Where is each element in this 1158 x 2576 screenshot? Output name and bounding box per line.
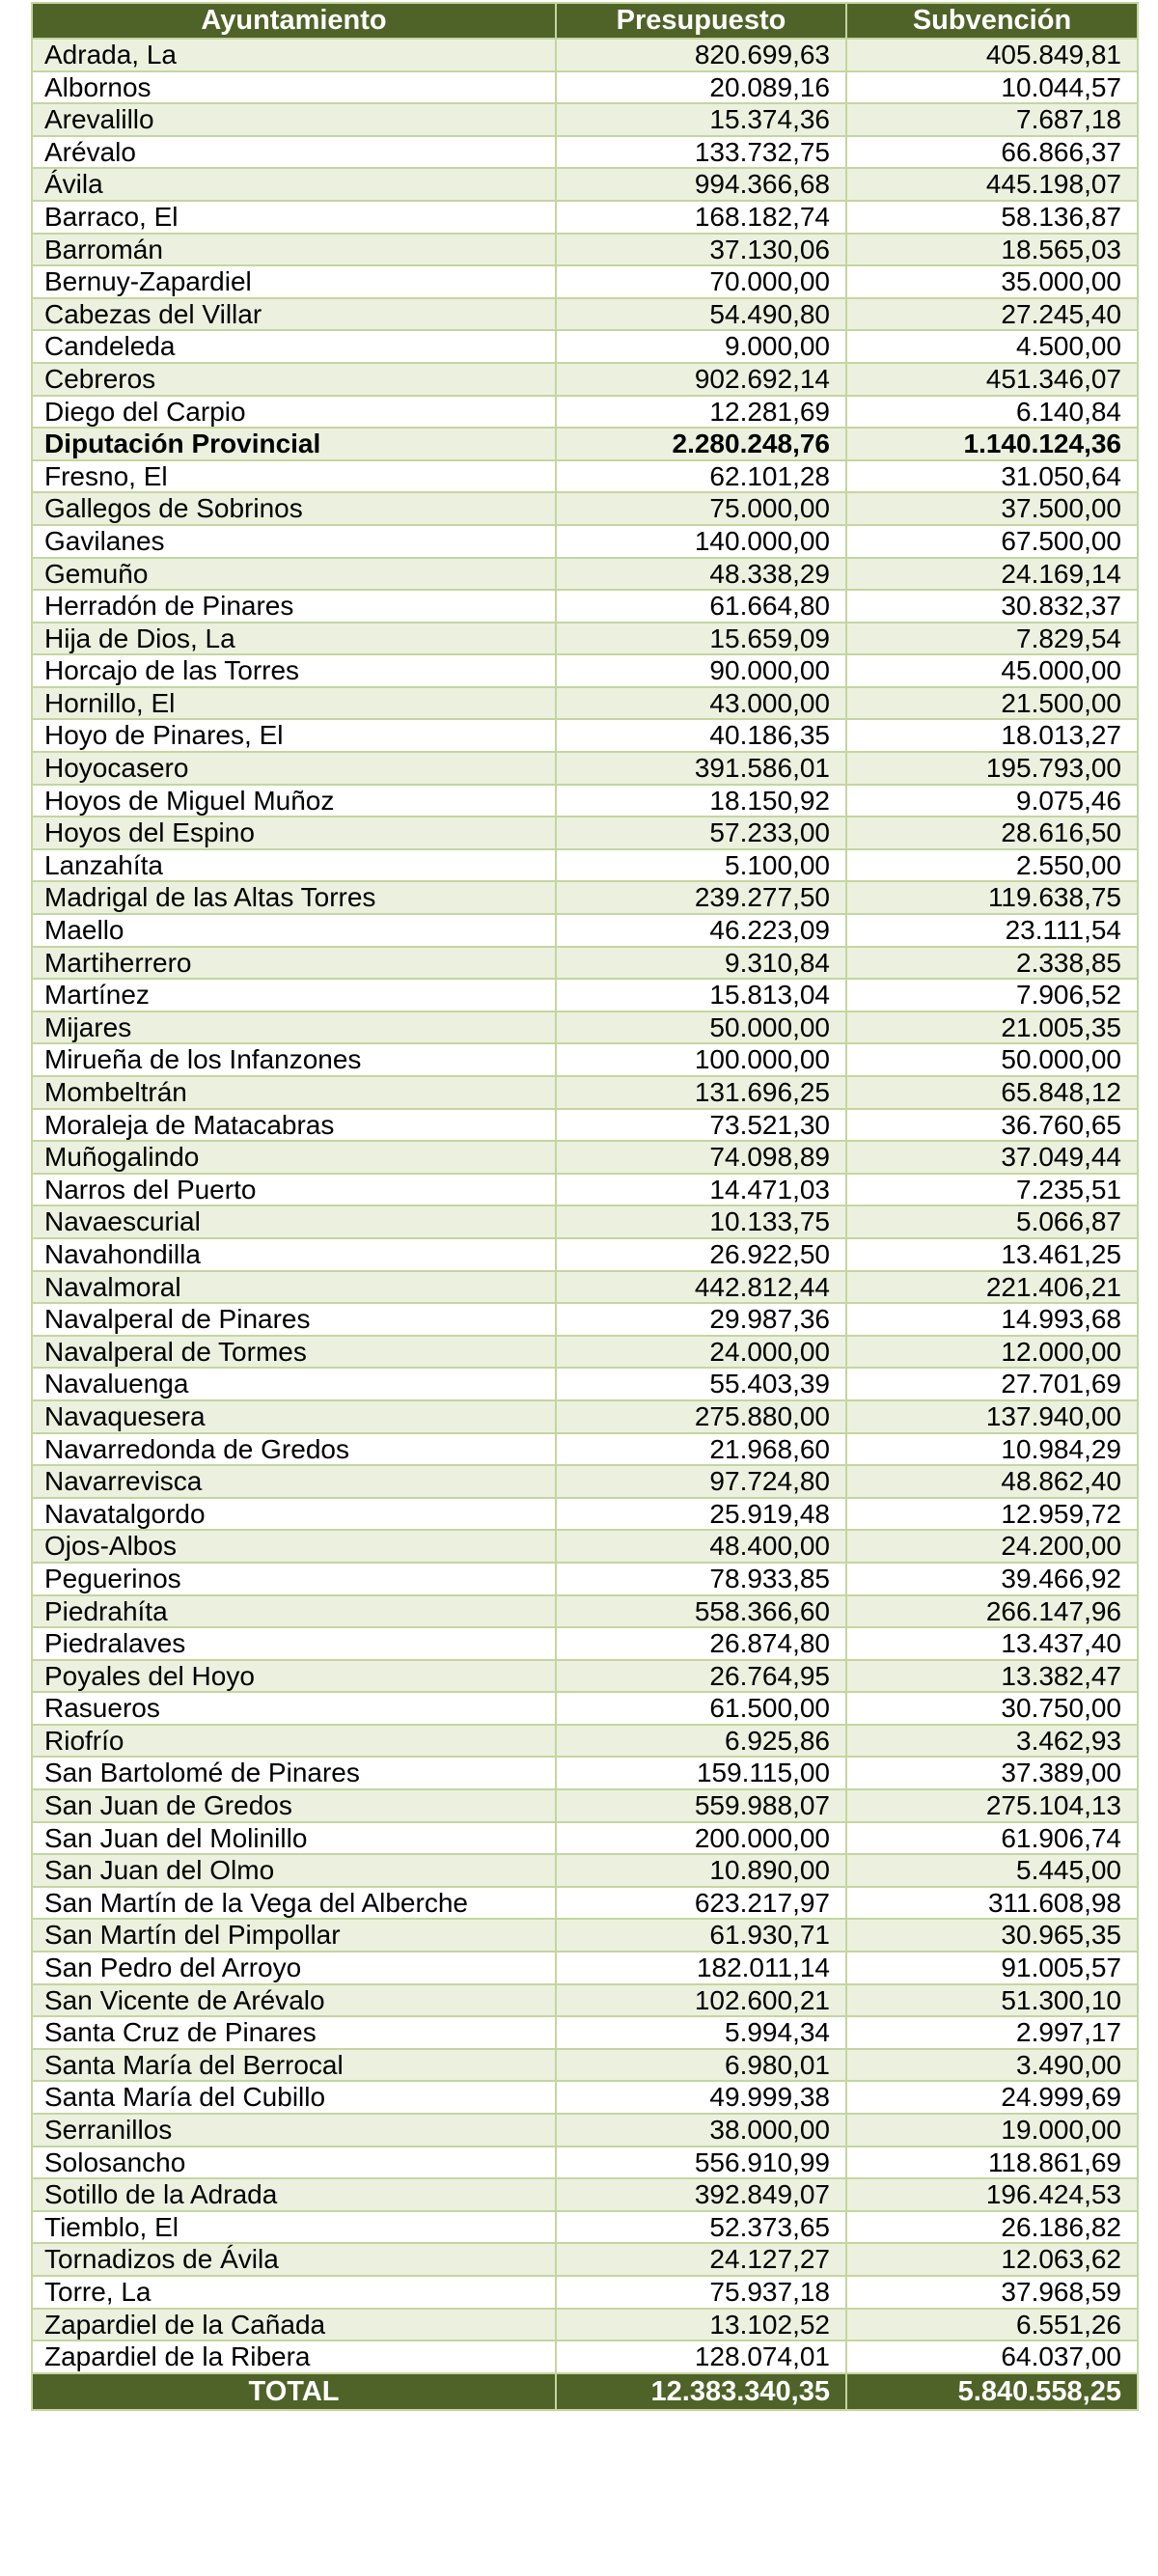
cell-grant: 21.005,35 — [846, 1011, 1138, 1044]
cell-grant: 66.866,37 — [846, 136, 1138, 169]
table-row — [32, 719, 1138, 752]
cell-municipality: Madrigal de las Altas Torres — [32, 881, 556, 914]
cell-budget: 15.659,09 — [556, 623, 846, 655]
cell-municipality: Navaluenga — [32, 1368, 556, 1400]
cell-budget: 200.000,00 — [556, 1822, 846, 1855]
cell-grant: 10.984,29 — [846, 1433, 1138, 1466]
table-row — [32, 1757, 1138, 1789]
table-row — [32, 103, 1138, 136]
cell-budget: 14.471,03 — [556, 1174, 846, 1206]
cell-grant: 19.000,00 — [846, 2114, 1138, 2147]
cell-grant: 12.063,62 — [846, 2243, 1138, 2276]
cell-budget: 75.000,00 — [556, 492, 846, 525]
cell-municipality: Maello — [32, 914, 556, 947]
table-row — [32, 1789, 1138, 1822]
cell-budget: 9.000,00 — [556, 330, 846, 363]
total-row — [32, 2373, 1138, 2410]
cell-municipality: Cabezas del Villar — [32, 298, 556, 331]
table-row — [32, 1952, 1138, 1984]
cell-budget: 18.150,92 — [556, 785, 846, 817]
cell-municipality: Tornadizos de Ávila — [32, 2243, 556, 2276]
cell-budget: 15.813,04 — [556, 979, 846, 1011]
cell-municipality: Ojos-Albos — [32, 1530, 556, 1563]
table-row — [32, 1043, 1138, 1076]
cell-municipality: Riofrío — [32, 1725, 556, 1758]
cell-municipality: San Juan de Gredos — [32, 1789, 556, 1822]
table-row — [32, 2016, 1138, 2049]
cell-budget: 391.586,01 — [556, 752, 846, 785]
cell-grant: 24.999,69 — [846, 2081, 1138, 2114]
cell-grant: 24.200,00 — [846, 1530, 1138, 1563]
cell-municipality: San Pedro del Arroyo — [32, 1952, 556, 1984]
table-row — [32, 39, 1138, 71]
cell-grant: 445.198,07 — [846, 168, 1138, 201]
table-row — [32, 914, 1138, 947]
table-row — [32, 1238, 1138, 1271]
cell-budget: 556.910,99 — [556, 2147, 846, 2179]
cell-budget: 62.101,28 — [556, 460, 846, 493]
cell-budget: 275.880,00 — [556, 1400, 846, 1433]
cell-budget: 90.000,00 — [556, 654, 846, 687]
cell-grant: 65.848,12 — [846, 1076, 1138, 1109]
table-row — [32, 979, 1138, 1011]
cell-budget: 10.890,00 — [556, 1854, 846, 1887]
cell-grant: 405.849,81 — [846, 39, 1138, 71]
table-row — [32, 1822, 1138, 1855]
cell-budget: 2.280.248,76 — [556, 428, 846, 460]
cell-budget: 29.987,36 — [556, 1303, 846, 1336]
cell-municipality: Navaquesera — [32, 1400, 556, 1433]
cell-budget: 78.933,85 — [556, 1563, 846, 1595]
cell-municipality: Santa María del Berrocal — [32, 2049, 556, 2082]
table-row — [32, 136, 1138, 169]
cell-grant: 30.750,00 — [846, 1692, 1138, 1725]
table-row — [32, 654, 1138, 687]
table-row — [32, 492, 1138, 525]
cell-grant: 7.829,54 — [846, 623, 1138, 655]
cell-grant: 4.500,00 — [846, 330, 1138, 363]
cell-budget: 73.521,30 — [556, 1109, 846, 1142]
cell-municipality: Rasueros — [32, 1692, 556, 1725]
cell-grant: 51.300,10 — [846, 1984, 1138, 2017]
cell-grant: 48.862,40 — [846, 1465, 1138, 1498]
cell-budget: 559.988,07 — [556, 1789, 846, 1822]
cell-grant: 9.075,46 — [846, 785, 1138, 817]
cell-grant: 3.462,93 — [846, 1725, 1138, 1758]
cell-municipality: Diego del Carpio — [32, 396, 556, 429]
cell-grant: 12.959,72 — [846, 1498, 1138, 1531]
cell-budget: 55.403,39 — [556, 1368, 846, 1400]
cell-budget: 74.098,89 — [556, 1141, 846, 1174]
cell-grant: 36.760,65 — [846, 1109, 1138, 1142]
cell-grant: 13.382,47 — [846, 1660, 1138, 1693]
cell-grant: 12.000,00 — [846, 1336, 1138, 1369]
cell-municipality: Bernuy-Zapardiel — [32, 265, 556, 298]
cell-grant: 7.235,51 — [846, 1174, 1138, 1206]
table-row — [32, 1692, 1138, 1725]
cell-municipality: Poyales del Hoyo — [32, 1660, 556, 1693]
table-row — [32, 234, 1138, 266]
cell-grant: 28.616,50 — [846, 817, 1138, 849]
cell-grant: 119.638,75 — [846, 881, 1138, 914]
cell-grant: 39.466,92 — [846, 1563, 1138, 1595]
cell-budget: 168.182,74 — [556, 201, 846, 234]
cell-municipality: Hoyos de Miguel Muñoz — [32, 785, 556, 817]
cell-budget: 15.374,36 — [556, 103, 846, 136]
table-body — [32, 39, 1138, 2373]
cell-municipality: Hoyos del Espino — [32, 817, 556, 849]
cell-grant: 31.050,64 — [846, 460, 1138, 493]
table-row — [32, 752, 1138, 785]
cell-municipality: Martiherrero — [32, 947, 556, 980]
cell-budget: 54.490,80 — [556, 298, 846, 331]
cell-budget: 159.115,00 — [556, 1757, 846, 1789]
table-row — [32, 1303, 1138, 1336]
cell-budget: 13.102,52 — [556, 2309, 846, 2341]
cell-municipality: Navaescurial — [32, 1205, 556, 1238]
cell-budget: 5.994,34 — [556, 2016, 846, 2049]
table-row — [32, 881, 1138, 914]
cell-budget: 10.133,75 — [556, 1205, 846, 1238]
cell-grant: 221.406,21 — [846, 1271, 1138, 1304]
cell-grant: 67.500,00 — [846, 525, 1138, 558]
table-row — [32, 525, 1138, 558]
cell-grant: 6.551,26 — [846, 2309, 1138, 2341]
cell-grant: 5.445,00 — [846, 1854, 1138, 1887]
cell-grant: 37.049,44 — [846, 1141, 1138, 1174]
cell-grant: 13.437,40 — [846, 1627, 1138, 1660]
cell-budget: 57.233,00 — [556, 817, 846, 849]
cell-municipality: Fresno, El — [32, 460, 556, 493]
cell-grant: 137.940,00 — [846, 1400, 1138, 1433]
cell-grant: 37.968,59 — [846, 2276, 1138, 2309]
table-row — [32, 1563, 1138, 1595]
cell-grant: 26.186,82 — [846, 2211, 1138, 2244]
cell-municipality: San Martín de la Vega del Alberche — [32, 1887, 556, 1920]
cell-municipality: Ávila — [32, 168, 556, 201]
table-row — [32, 1336, 1138, 1369]
table-row — [32, 2309, 1138, 2341]
table-row — [32, 71, 1138, 104]
cell-municipality: Navalperal de Pinares — [32, 1303, 556, 1336]
table-row — [32, 2081, 1138, 2114]
cell-budget: 52.373,65 — [556, 2211, 846, 2244]
table-row — [32, 1011, 1138, 1044]
cell-budget: 623.217,97 — [556, 1887, 846, 1920]
table-row — [32, 1725, 1138, 1758]
cell-grant: 30.832,37 — [846, 590, 1138, 623]
cell-municipality: Mombeltrán — [32, 1076, 556, 1109]
cell-municipality: Navatalgordo — [32, 1498, 556, 1531]
table-row — [32, 1076, 1138, 1109]
cell-budget: 24.000,00 — [556, 1336, 846, 1369]
cell-budget: 239.277,50 — [556, 881, 846, 914]
cell-budget: 97.724,80 — [556, 1465, 846, 1498]
table-row — [32, 2276, 1138, 2309]
cell-budget: 26.764,95 — [556, 1660, 846, 1693]
cell-budget: 40.186,35 — [556, 719, 846, 752]
cell-grant: 23.111,54 — [846, 914, 1138, 947]
cell-municipality: Santa Cruz de Pinares — [32, 2016, 556, 2049]
cell-grant: 266.147,96 — [846, 1595, 1138, 1628]
cell-municipality: Narros del Puerto — [32, 1174, 556, 1206]
table-row — [32, 1660, 1138, 1693]
table-row — [32, 785, 1138, 817]
cell-budget: 5.100,00 — [556, 849, 846, 882]
cell-municipality: Hornillo, El — [32, 687, 556, 720]
cell-budget: 50.000,00 — [556, 1011, 846, 1044]
cell-grant: 64.037,00 — [846, 2341, 1138, 2373]
cell-municipality: Navalmoral — [32, 1271, 556, 1304]
header-municipality: Ayuntamiento — [32, 3, 556, 39]
cell-municipality: Mijares — [32, 1011, 556, 1044]
cell-budget: 12.281,69 — [556, 396, 846, 429]
header-grant: Subvención — [846, 3, 1138, 39]
cell-municipality: San Vicente de Arévalo — [32, 1984, 556, 2017]
cell-municipality: San Bartolomé de Pinares — [32, 1757, 556, 1789]
cell-grant: 21.500,00 — [846, 687, 1138, 720]
table-row — [32, 590, 1138, 623]
cell-municipality: Arevalillo — [32, 103, 556, 136]
table-row — [32, 201, 1138, 234]
cell-budget: 25.919,48 — [556, 1498, 846, 1531]
cell-budget: 61.664,80 — [556, 590, 846, 623]
cell-grant: 24.169,14 — [846, 558, 1138, 591]
cell-grant: 18.565,03 — [846, 234, 1138, 266]
cell-budget: 442.812,44 — [556, 1271, 846, 1304]
cell-municipality: Navahondilla — [32, 1238, 556, 1271]
table-row — [32, 849, 1138, 882]
table-row — [32, 265, 1138, 298]
cell-municipality: Hija de Dios, La — [32, 623, 556, 655]
table-header-row — [32, 3, 1138, 39]
table-row — [32, 2211, 1138, 2244]
cell-grant: 18.013,27 — [846, 719, 1138, 752]
table-row — [32, 1984, 1138, 2017]
cell-municipality: Herradón de Pinares — [32, 590, 556, 623]
subsidy-table — [31, 2, 1139, 2411]
cell-municipality: Lanzahíta — [32, 849, 556, 882]
cell-grant: 30.965,35 — [846, 1919, 1138, 1952]
cell-budget: 70.000,00 — [556, 265, 846, 298]
table-row — [32, 330, 1138, 363]
cell-grant: 195.793,00 — [846, 752, 1138, 785]
cell-budget: 24.127,27 — [556, 2243, 846, 2276]
cell-municipality: Zapardiel de la Cañada — [32, 2309, 556, 2341]
cell-budget: 61.500,00 — [556, 1692, 846, 1725]
cell-budget: 994.366,68 — [556, 168, 846, 201]
cell-municipality: Cebreros — [32, 363, 556, 396]
cell-municipality: Piedralaves — [32, 1627, 556, 1660]
table-row — [32, 2049, 1138, 2082]
cell-grant: 196.424,53 — [846, 2178, 1138, 2211]
cell-grant: 14.993,68 — [846, 1303, 1138, 1336]
cell-grant: 58.136,87 — [846, 201, 1138, 234]
table-row — [32, 1368, 1138, 1400]
cell-budget: 20.089,16 — [556, 71, 846, 104]
table-row — [32, 396, 1138, 429]
cell-municipality: Candeleda — [32, 330, 556, 363]
cell-municipality: Solosancho — [32, 2147, 556, 2179]
cell-grant: 2.338,85 — [846, 947, 1138, 980]
cell-grant: 275.104,13 — [846, 1789, 1138, 1822]
cell-budget: 38.000,00 — [556, 2114, 846, 2147]
cell-budget: 133.732,75 — [556, 136, 846, 169]
cell-municipality: Arévalo — [32, 136, 556, 169]
cell-municipality: Serranillos — [32, 2114, 556, 2147]
cell-municipality: Piedrahíta — [32, 1595, 556, 1628]
cell-budget: 131.696,25 — [556, 1076, 846, 1109]
cell-grant: 2.997,17 — [846, 2016, 1138, 2049]
cell-budget: 100.000,00 — [556, 1043, 846, 1076]
table-row — [32, 623, 1138, 655]
cell-municipality: San Martín del Pimpollar — [32, 1919, 556, 1952]
cell-budget: 182.011,14 — [556, 1952, 846, 1984]
cell-budget: 26.874,80 — [556, 1627, 846, 1660]
cell-grant: 6.140,84 — [846, 396, 1138, 429]
table-row — [32, 1465, 1138, 1498]
cell-budget: 140.000,00 — [556, 525, 846, 558]
table-row — [32, 1627, 1138, 1660]
cell-municipality: Horcajo de las Torres — [32, 654, 556, 687]
cell-budget: 43.000,00 — [556, 687, 846, 720]
cell-municipality: Hoyo de Pinares, El — [32, 719, 556, 752]
table-row — [32, 558, 1138, 591]
cell-municipality: Sotillo de la Adrada — [32, 2178, 556, 2211]
total-budget: 12.383.340,35 — [556, 2373, 846, 2410]
table-row — [32, 1400, 1138, 1433]
cell-grant: 50.000,00 — [846, 1043, 1138, 1076]
cell-grant: 311.608,98 — [846, 1887, 1138, 1920]
cell-grant: 2.550,00 — [846, 849, 1138, 882]
table-row — [32, 1498, 1138, 1531]
cell-municipality: Navarredonda de Gredos — [32, 1433, 556, 1466]
table-row — [32, 2243, 1138, 2276]
cell-municipality: Diputación Provincial — [32, 428, 556, 460]
cell-grant: 61.906,74 — [846, 1822, 1138, 1855]
table-row — [32, 428, 1138, 460]
cell-budget: 128.074,01 — [556, 2341, 846, 2373]
cell-budget: 820.699,63 — [556, 39, 846, 71]
cell-grant: 27.245,40 — [846, 298, 1138, 331]
cell-grant: 451.346,07 — [846, 363, 1138, 396]
cell-grant: 27.701,69 — [846, 1368, 1138, 1400]
table-row — [32, 817, 1138, 849]
cell-budget: 21.968,60 — [556, 1433, 846, 1466]
table-row — [32, 947, 1138, 980]
cell-municipality: Barraco, El — [32, 201, 556, 234]
cell-budget: 26.922,50 — [556, 1238, 846, 1271]
cell-budget: 392.849,07 — [556, 2178, 846, 2211]
table-row — [32, 1854, 1138, 1887]
cell-budget: 6.925,86 — [556, 1725, 846, 1758]
cell-grant: 7.906,52 — [846, 979, 1138, 1011]
cell-municipality: Santa María del Cubillo — [32, 2081, 556, 2114]
table-row — [32, 460, 1138, 493]
cell-municipality: Zapardiel de la Ribera — [32, 2341, 556, 2373]
table-row — [32, 1141, 1138, 1174]
table-row — [32, 1109, 1138, 1142]
table-row — [32, 2114, 1138, 2147]
table-row — [32, 168, 1138, 201]
table-row — [32, 1433, 1138, 1466]
total-label: TOTAL — [32, 2373, 556, 2410]
header-budget: Presupuesto — [556, 3, 846, 39]
table-row — [32, 687, 1138, 720]
cell-grant: 37.389,00 — [846, 1757, 1138, 1789]
cell-grant: 1.140.124,36 — [846, 428, 1138, 460]
cell-budget: 48.338,29 — [556, 558, 846, 591]
cell-municipality: Torre, La — [32, 2276, 556, 2309]
table-row — [32, 1887, 1138, 1920]
cell-budget: 48.400,00 — [556, 1530, 846, 1563]
cell-budget: 102.600,21 — [556, 1984, 846, 2017]
cell-budget: 46.223,09 — [556, 914, 846, 947]
table-row — [32, 1595, 1138, 1628]
cell-municipality: Gemuño — [32, 558, 556, 591]
cell-budget: 902.692,14 — [556, 363, 846, 396]
cell-budget: 558.366,60 — [556, 1595, 846, 1628]
cell-budget: 61.930,71 — [556, 1919, 846, 1952]
table-row — [32, 1174, 1138, 1206]
cell-municipality: Gavilanes — [32, 525, 556, 558]
cell-municipality: Mirueña de los Infanzones — [32, 1043, 556, 1076]
cell-municipality: Tiemblo, El — [32, 2211, 556, 2244]
cell-municipality: Martínez — [32, 979, 556, 1011]
cell-municipality: Gallegos de Sobrinos — [32, 492, 556, 525]
cell-budget: 9.310,84 — [556, 947, 846, 980]
cell-grant: 7.687,18 — [846, 103, 1138, 136]
total-grant: 5.840.558,25 — [846, 2373, 1138, 2410]
cell-grant: 3.490,00 — [846, 2049, 1138, 2082]
cell-grant: 10.044,57 — [846, 71, 1138, 104]
table-row — [32, 1271, 1138, 1304]
table-row — [32, 2178, 1138, 2211]
cell-municipality: Adrada, La — [32, 39, 556, 71]
cell-municipality: San Juan del Molinillo — [32, 1822, 556, 1855]
cell-grant: 5.066,87 — [846, 1205, 1138, 1238]
cell-grant: 37.500,00 — [846, 492, 1138, 525]
table-row — [32, 1919, 1138, 1952]
table-row — [32, 363, 1138, 396]
cell-grant: 45.000,00 — [846, 654, 1138, 687]
cell-grant: 91.005,57 — [846, 1952, 1138, 1984]
table-row — [32, 1205, 1138, 1238]
cell-budget: 49.999,38 — [556, 2081, 846, 2114]
cell-municipality: Albornos — [32, 71, 556, 104]
cell-municipality: Barromán — [32, 234, 556, 266]
cell-budget: 6.980,01 — [556, 2049, 846, 2082]
cell-municipality: Navarrevisca — [32, 1465, 556, 1498]
cell-municipality: San Juan del Olmo — [32, 1854, 556, 1887]
cell-municipality: Muñogalindo — [32, 1141, 556, 1174]
cell-municipality: Moraleja de Matacabras — [32, 1109, 556, 1142]
cell-municipality: Navalperal de Tormes — [32, 1336, 556, 1369]
table-row — [32, 2147, 1138, 2179]
cell-municipality: Peguerinos — [32, 1563, 556, 1595]
table-row — [32, 298, 1138, 331]
cell-municipality: Hoyocasero — [32, 752, 556, 785]
cell-budget: 75.937,18 — [556, 2276, 846, 2309]
cell-grant: 118.861,69 — [846, 2147, 1138, 2179]
table-row — [32, 2341, 1138, 2373]
cell-budget: 37.130,06 — [556, 234, 846, 266]
cell-grant: 35.000,00 — [846, 265, 1138, 298]
table-row — [32, 1530, 1138, 1563]
cell-grant: 13.461,25 — [846, 1238, 1138, 1271]
